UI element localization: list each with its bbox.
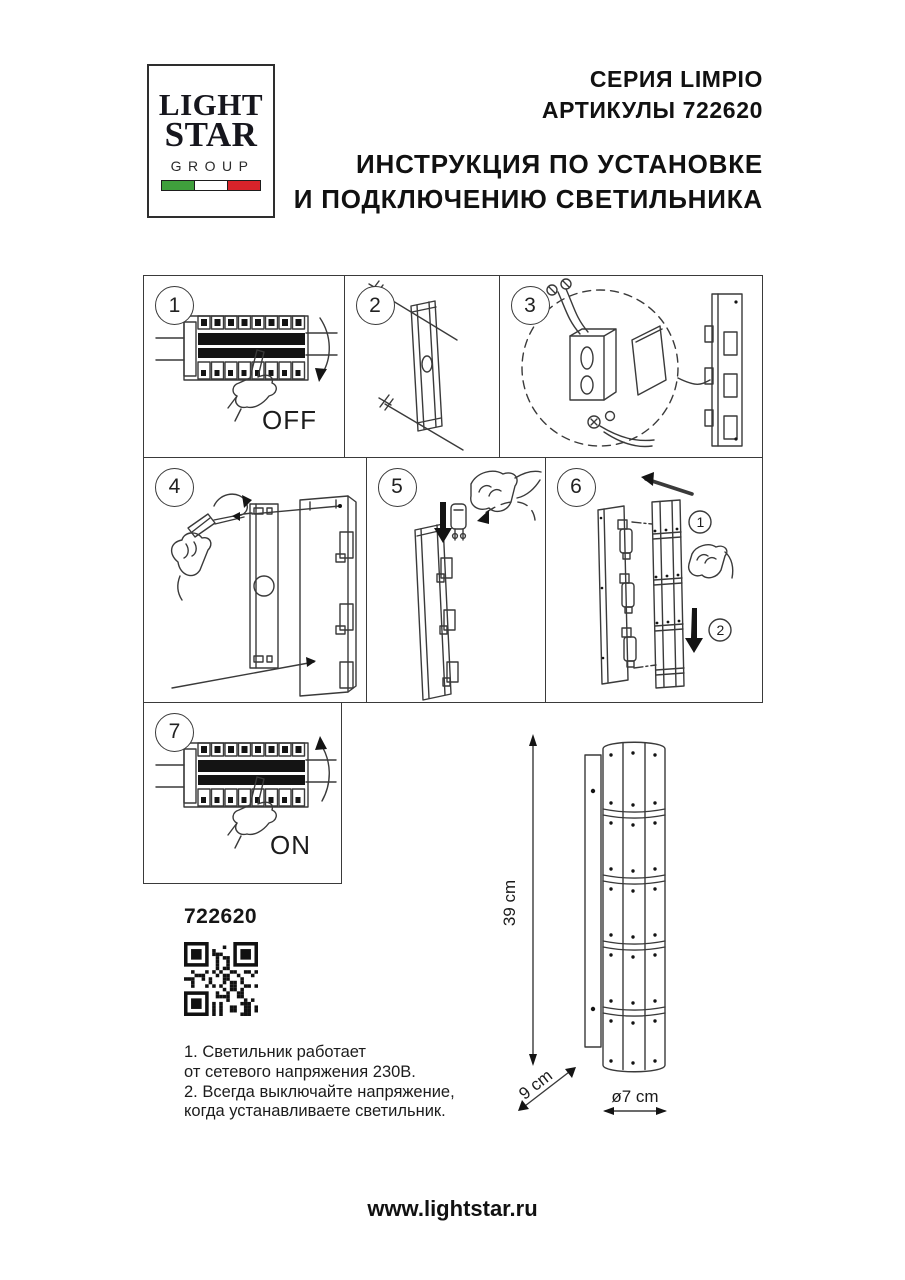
substep-2-label: 2 <box>716 621 724 638</box>
step-number-1: 1 <box>155 286 194 325</box>
depth-dimension-label: 9 cm <box>515 1065 556 1104</box>
flag-white-segment <box>194 181 227 190</box>
note-line: когда устанавливаете светильник. <box>184 1102 446 1121</box>
flag-green-segment <box>162 181 194 190</box>
step-panel-7 <box>143 702 342 885</box>
rotate-up-arrow-icon <box>315 736 329 801</box>
header-titles <box>294 64 763 217</box>
step-panel-3 <box>499 275 764 458</box>
step-panel-1 <box>143 275 345 458</box>
note-line: 2. Всегда выключайте напряжение, <box>184 1082 455 1101</box>
instruction-title-line2: И ПОДКЛЮЧЕНИЮ СВЕТИЛЬНИКА <box>293 184 763 214</box>
off-label: OFF <box>262 405 317 435</box>
logo-text-star: STAR <box>164 115 258 155</box>
italian-flag-bar <box>161 180 261 191</box>
note-line: 1. Светильник работает <box>184 1043 366 1061</box>
step-number-6: 6 <box>557 468 596 507</box>
step-panel-2 <box>344 275 501 458</box>
substep-1-label: 1 <box>696 513 704 530</box>
instruction-title-line1: ИНСТРУКЦИЯ ПО УСТАНОВКЕ <box>356 149 763 179</box>
articles-title: АРТИКУЛЫ 722620 <box>541 97 763 123</box>
safety-notes <box>184 1043 455 1122</box>
qr-code <box>184 942 258 1016</box>
flag-red-segment <box>227 181 260 190</box>
lamp-dimension-drawing <box>493 713 768 1128</box>
step-panel-6 <box>545 457 764 704</box>
step-panel-5 <box>366 457 547 704</box>
diameter-dimension-label: ø7 cm <box>611 1087 659 1106</box>
qr-code-image <box>184 942 258 1016</box>
article-number: 722620 <box>184 905 258 928</box>
step-number-5: 5 <box>378 468 417 507</box>
series-title: СЕРИЯ LIMPIO <box>589 66 763 92</box>
height-dimension-label: 39 cm <box>500 879 519 927</box>
note-line: от сетевого напряжения 230В. <box>184 1062 416 1081</box>
step-panel-4 <box>143 457 367 704</box>
step-number-3: 3 <box>511 286 550 325</box>
step-number-2: 2 <box>356 286 395 325</box>
rotate-down-arrow-icon <box>315 318 329 382</box>
website-url: www.lightstar.ru <box>367 1196 538 1221</box>
step-number-4: 4 <box>155 468 194 507</box>
lightstar-logo <box>147 64 275 218</box>
step-number-7: 7 <box>155 713 194 752</box>
on-label: ON <box>270 829 311 860</box>
logo-text-group: GROUP <box>170 158 255 175</box>
logo-text-light: LIGHT <box>158 86 264 122</box>
